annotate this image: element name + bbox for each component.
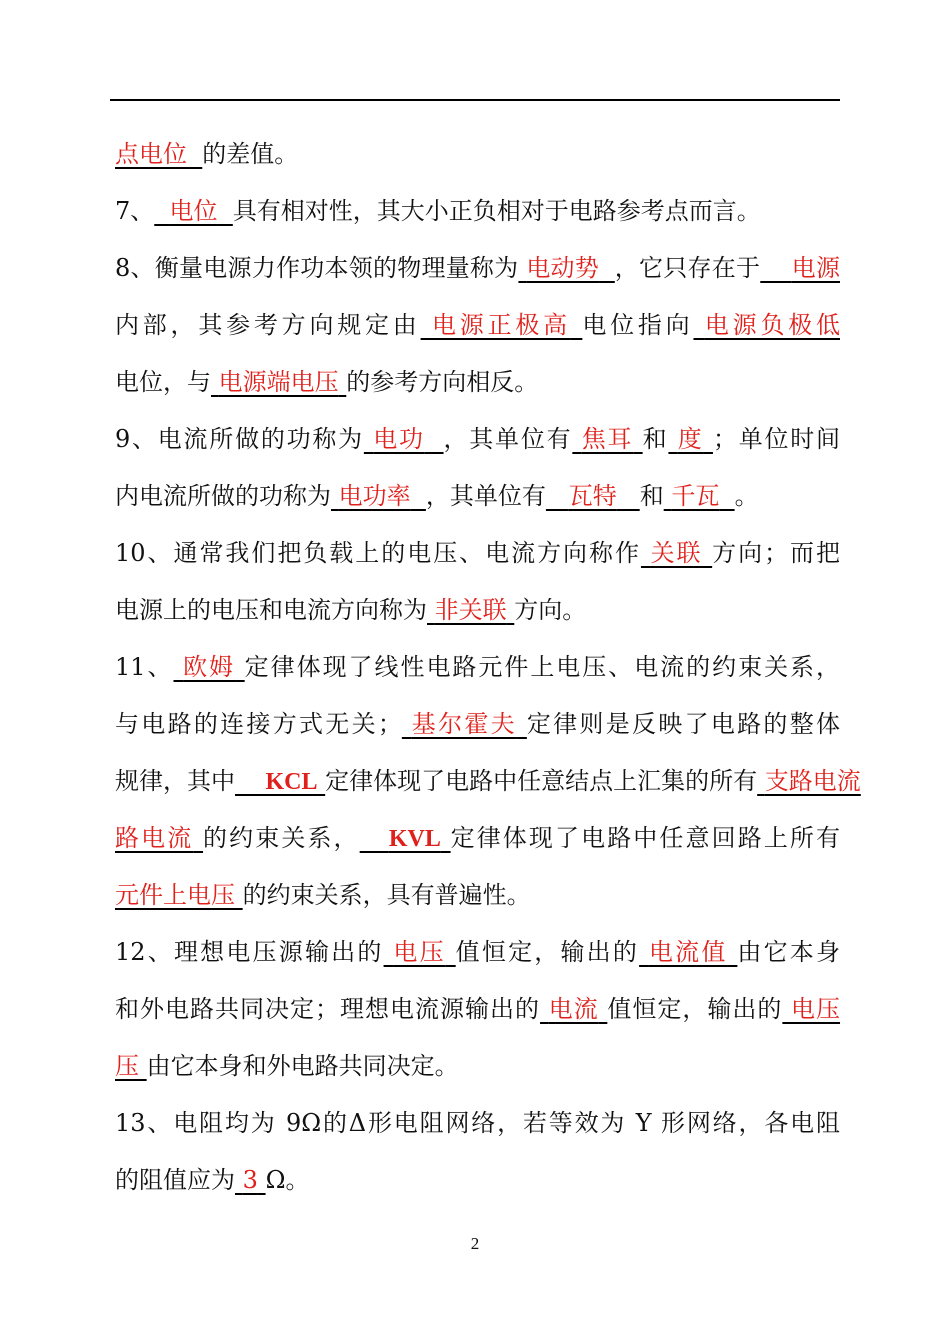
- answer-blank: 瓦特: [568, 482, 617, 510]
- answer-blank: 电功: [373, 425, 425, 453]
- q11-line-4b: 路电流 的约束关系， KVL 定律体现了电路中任意回路上所有: [115, 824, 841, 852]
- answer-blank: 电压: [393, 938, 446, 966]
- answer-blank: 电压: [791, 995, 841, 1023]
- answer-blank: 电流: [548, 995, 599, 1023]
- q12-line-2: 和外电路共同决定；理想电流源输出的 电流 值恒定，输出的 电压: [115, 995, 841, 1023]
- q11-line-1: 11、 欧姆 定律体现了线性电路元件上电压、电流的约束关系，: [115, 653, 841, 681]
- answer-blank: 电动势: [526, 254, 600, 282]
- answer-blank: 欧姆: [183, 653, 236, 681]
- header-rule: [110, 99, 840, 101]
- answer-blank: 度: [677, 425, 704, 453]
- answer-blank: 电源正极高: [432, 311, 571, 339]
- q9-line-1: 9、电流所做的功称为 电功 ，其单位有 焦耳 和 度 ；单位时间: [115, 425, 840, 453]
- answer-blank: KCL: [265, 769, 318, 795]
- answer-blank: 电位: [169, 197, 218, 225]
- answer-blank: 基尔霍夫: [411, 710, 517, 738]
- q13-line-1: 13、电阻均为 9Ω的Δ形电阻网络，若等效为 Y 形网络，各电阻: [115, 1109, 840, 1137]
- q8-line-3: 电位，与 电源端电压 的参考方向相反。: [115, 368, 539, 396]
- answer-blank: 元件上电压: [115, 881, 235, 909]
- q12-line-1: 12、理想电压源输出的 电压 值恒定，输出的 电流值 由它本身: [115, 938, 840, 966]
- q6-line: 点电位 的差值。: [115, 140, 299, 168]
- q12-line-3: 压 由它本身和外电路共同决定。: [115, 1052, 459, 1080]
- q11-line-5: 元件上电压 的约束关系，具有普遍性。: [115, 881, 531, 909]
- q10-line-2: 电源上的电压和电流方向称为 非关联 方向。: [115, 596, 587, 624]
- answer-blank: 电流值: [648, 938, 728, 966]
- answer-blank-cont: 压: [115, 1052, 139, 1080]
- answer-blank: 电源: [791, 254, 841, 282]
- q9-line-2: 内电流所做的功称为 电功率 ，其单位有 瓦特 和 千瓦 。: [115, 482, 759, 510]
- answer-blank: 电源端电压: [218, 368, 339, 396]
- q10-line-1: 10、通常我们把负载上的电压、电流方向称作 关联 方向；而把: [115, 539, 841, 567]
- answer-blank: 电功率: [338, 482, 411, 510]
- q13-line-2: 的阻值应为 3 Ω。: [115, 1166, 310, 1194]
- page-number: 2: [470, 1234, 480, 1253]
- answer-blank: 关联: [650, 539, 703, 567]
- answer-blank: 点电位: [115, 140, 187, 168]
- q7-line: 7、 电位 具有相对性，其大小正负相对于电路参考点而言。: [115, 197, 761, 225]
- q8-line-2: 内部，其参考方向规定由 电源正极高 电位指向 电源负极低: [115, 311, 841, 339]
- answer-blank: 非关联: [434, 596, 507, 624]
- answer-blank: 3: [242, 1166, 258, 1194]
- q8-line-1: 8、衡量电源力作功本领的物理量称为 电动势 ，它只存在于 电源: [115, 254, 841, 282]
- answer-blank: 焦耳: [581, 425, 634, 453]
- q11-line-2: 与电路的连接方式无关； 基尔霍夫 定律则是反映了电路的整体: [115, 710, 841, 738]
- answer-blank: 支路电流: [764, 767, 861, 795]
- q11-line-3: 规律，其中 KCL 定律体现了电路中任意结点上汇集的所有 支路电流: [115, 767, 861, 795]
- answer-blank: 电源负极低: [704, 311, 841, 339]
- answer-blank: KVL: [388, 826, 441, 852]
- answer-blank: 千瓦: [671, 482, 720, 510]
- answer-blank-cont: 路电流: [115, 824, 194, 852]
